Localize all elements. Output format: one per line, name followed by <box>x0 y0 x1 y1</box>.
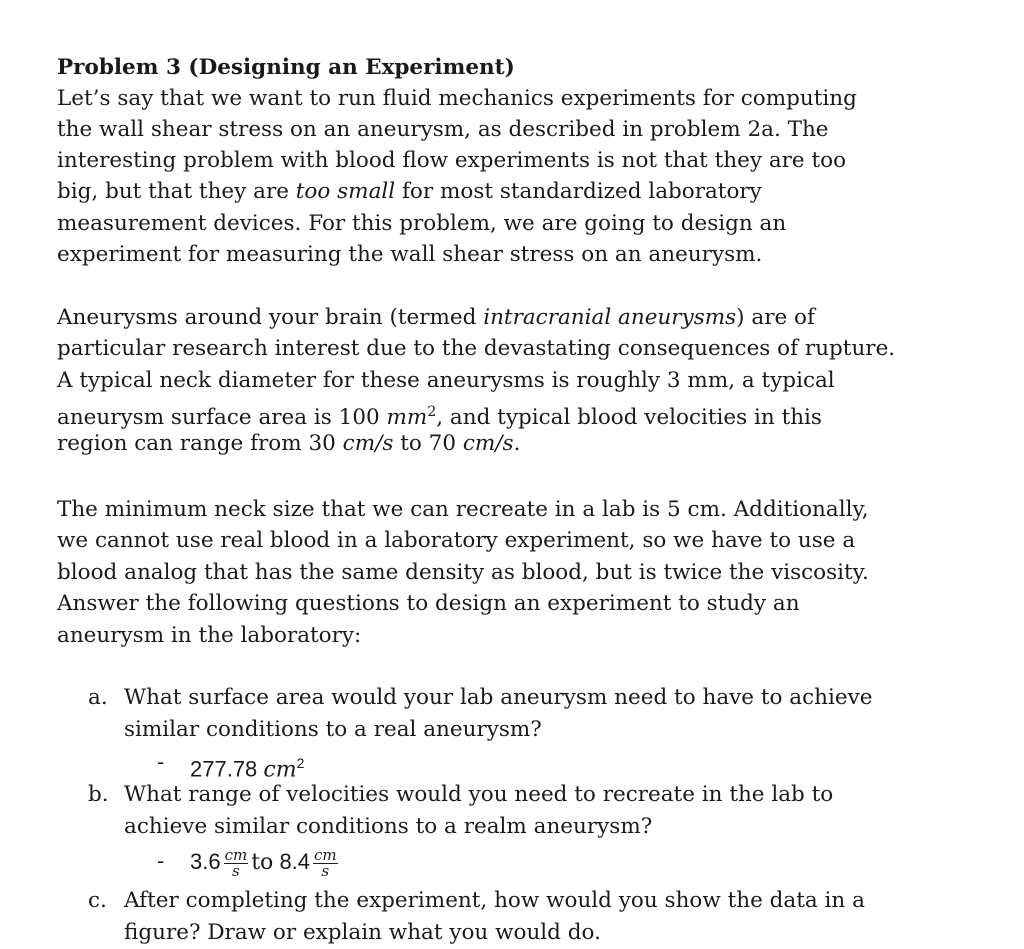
text-line <box>57 114 829 146</box>
question-text: What range of velocities would you need to recreate in the lab to <box>124 782 834 807</box>
text-line <box>57 208 786 240</box>
answer-exponent: 2 <box>296 755 305 771</box>
answer-unit: cm <box>263 757 297 783</box>
text-segment: experiment for measuring the wall shear stress on an aneurysm. <box>57 242 763 267</box>
text-segment: , and typical blood velocities in this <box>436 405 822 431</box>
text-segment: Aneurysms around your brain (termed <box>57 305 484 330</box>
answer-high: 8.4 <box>279 849 311 874</box>
text-line <box>57 365 835 397</box>
text-line <box>57 83 857 115</box>
text-line <box>57 525 855 557</box>
text-segment: aneurysm in the laboratory: <box>57 623 362 648</box>
unit-fraction <box>224 845 249 880</box>
answer-value: 277.78 <box>190 756 258 782</box>
answer-b <box>190 846 341 879</box>
problem-title: Problem 3 (Designing an Experiment) <box>57 55 515 80</box>
text-line <box>57 588 800 620</box>
answer-bullet: - <box>157 750 165 775</box>
text-segment: particular research interest due to the devastating consequences of rupture. <box>57 336 896 361</box>
answer-bullet: - <box>157 849 165 874</box>
text-segment: for most standardized laboratory <box>395 179 762 204</box>
text-segment: The minimum neck size that we can recreate in a lab is 5 cm. Additionally, <box>57 497 869 522</box>
text-segment: blood analog that has the same density as blood, but is twice the viscosity. <box>57 560 869 585</box>
text-segment: measurement devices. For this problem, we are going to design an <box>57 211 787 236</box>
text-segment: 2 <box>427 404 437 420</box>
text-segment: the wall shear stress on an aneurysm, as described in problem 2a. The <box>57 117 829 142</box>
italic-text: cm/s <box>462 431 514 456</box>
question-text: What surface area would your lab aneurysm need to have to achieve <box>124 685 873 710</box>
question-text: achieve similar conditions to a realm aneurysm? <box>124 814 653 839</box>
text-segment: interesting problem with blood flow experiments is not that they are too <box>57 148 847 173</box>
text-line <box>57 494 869 526</box>
italic-text: mm <box>386 405 428 431</box>
text-segment: aneurysm surface area is 100 <box>57 405 387 431</box>
question-marker: a. <box>88 685 108 710</box>
text-segment: Let’s say that we want to run fluid mechanics experiments for computing <box>57 86 857 111</box>
text-segment: big, but that they are <box>57 179 296 204</box>
text-segment: we cannot use real blood in a laboratory experiment, so we have to use a <box>57 528 856 553</box>
question-marker: b. <box>88 782 109 807</box>
unit-numerator: cm <box>314 845 337 864</box>
text-line <box>57 239 762 271</box>
unit-denominator: s <box>232 861 240 880</box>
question-marker: c. <box>88 888 107 913</box>
unit-numerator: cm <box>224 845 248 864</box>
text-segment: Answer the following questions to design an experiment to study an <box>57 591 800 616</box>
text-segment: A typical neck diameter for these aneurysms is roughly 3 mm, a typical <box>57 368 835 393</box>
unit-fraction <box>313 845 338 880</box>
text-line <box>57 333 895 365</box>
text-line <box>57 557 869 589</box>
text-line <box>57 145 846 177</box>
text-segment: ) are of <box>736 305 815 330</box>
unit-denominator: s <box>321 861 330 880</box>
text-line <box>57 176 762 208</box>
question-text: similar conditions to a real aneurysm? <box>124 717 542 742</box>
text-line <box>57 620 361 652</box>
text-line <box>57 428 520 460</box>
answer-low: 3.6 <box>190 849 221 874</box>
italic-text: cm/s <box>342 431 394 456</box>
answer-to: to <box>251 850 274 875</box>
text-segment: region can range from 30 <box>57 431 343 456</box>
question-text: figure? Draw or explain what you would do. <box>124 920 601 945</box>
question-text: After completing the experiment, how would you show the data in a <box>124 888 865 913</box>
text-segment: . <box>513 431 521 456</box>
text-line <box>57 396 822 431</box>
text-line <box>57 302 815 334</box>
italic-text: intracranial aneurysms <box>483 305 737 330</box>
italic-text: too small <box>295 179 396 204</box>
text-segment: to 70 <box>393 431 463 456</box>
